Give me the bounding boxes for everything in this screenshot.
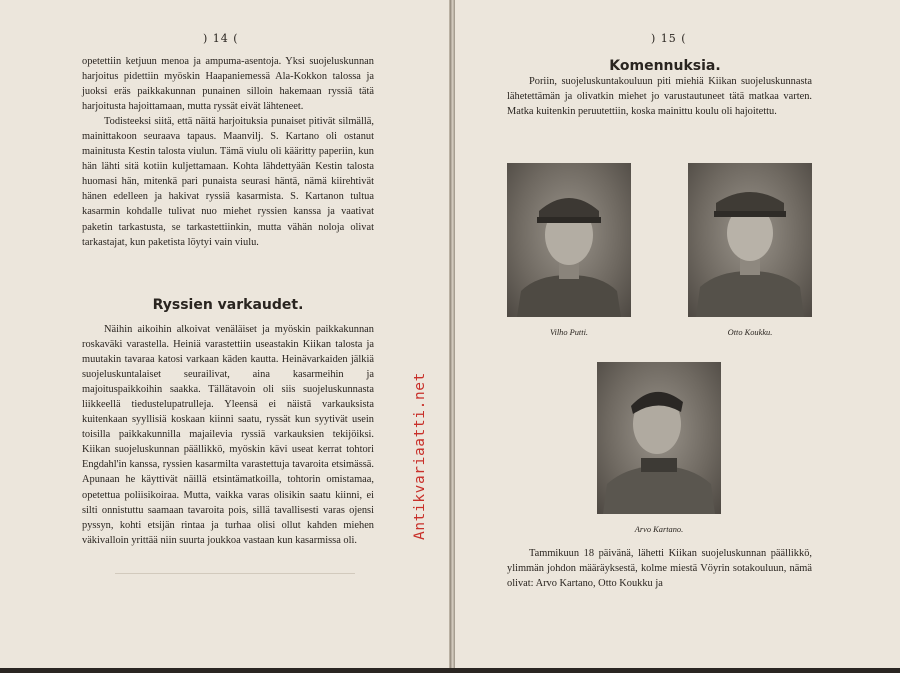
left-paragraph-3: Näihin aikoihin alkoivat venäläiset ja myöskin paikkakunnan roskaväki varastella. Heiniä varastettiin useastakin Kiikan talosta ja muutakin tavaraa katosi varkaan käden kautta. Heinävarkaiden jälkiä suojeluskuntalaiset seurailivat, aina kasarmeihin ja majoituspaikkoihin saakka. Tällätavoin oli siis suojeluskunnasta liikkeellä tiedustelupatrulleja. Yleensä ei näistä varkauksista kuitenkaan syyllisiä koskaan kiinni saatu, ryssät kun syytivät usein toisilla paikkakunnilla majailevia ryssiä varkauksien tekijöiksi. Kiikan suojeluskunnan päällikkö, myöskin kävi useat kerrat tohtori Engdahl'in kanssa, ryssien kasarmilta varastettuja tavaroita etsimässä. Apunaan he käyttivät näillä etsintämatkoilla, tohtorin omistamaa, opetettua poliisikoiraa. Mutta, vaikka varas olisikin saatu kiinni, ei silti onnistuttu saamaan tavaroita pois, sillä tavallisesti varas ojensi pyssyn, kohti etsijän rintaa ja turhaa olisi ollut kahden miehen väkivalloin yrittää niin suurta joukkoa vastaan kun kasarmissa oli.: [82, 324, 374, 546]
portrait-otto-koukku: [688, 163, 812, 317]
right-text-bottom: [507, 546, 812, 591]
right-paragraph-1: Poriin, suojeluskuntakouluun piti miehiä Kiikan suojeluskunnasta lähetettämän ja olivatkin miehet jo varustautuneet tätä matkaa varten. Matka kuitenkin peruutettiin, koska mainittu koulu oli hajoitettu.: [507, 76, 812, 118]
portrait-figure-icon: [507, 163, 631, 317]
right-page: [455, 0, 900, 668]
section-heading-komennuksia: Komennuksia.: [609, 58, 721, 74]
right-paragraph-2: Tammikuun 18 päivänä, lähetti Kiikan suojeluskunnan päällikkö, ylimmän johdon määräyksestä, kolme miestä Vöyrin sotakouluun, nämä olivat: Arvo Kartano, Otto Koukku ja: [507, 548, 812, 590]
portrait-figure-icon: [597, 362, 721, 514]
left-paragraph-1: opetettiin ketjuun menoa ja ampuma-asentoja. Yksi suojeluskunnan harjoitus pidettiin myöskin Haapaniemessä Ala-Kokkon talossa ja juoksi eräs paikkakunnan punainen silloin hakemaan ryssiä tätä harjoitusta hajoittamaan, mutta ryssät eivät lähteneet.: [82, 56, 374, 113]
left-paragraph-2: Todisteeksi siitä, että näitä harjoituksia punaiset pitivät silmällä, mainittakoon seuraava tapaus. Maanvilj. S. Kartano oli ostanut mainitusta Kestin talosta viulun. Tämä viulu oli kääritty paperiin, kun hän lähti sitä kotiin kuljettamaan. Kohta lähdettyään Kestin talosta huomasi hän, mitenkä pari punaista seurasi häntä, nämä kiirehtivät hänen edelleen ja hakivat ryssiä kasarmista. S. Kartanon tultua kasarmin kohdalle tulivat nuo miehet ryssien kanssa ja vaativat paketin tarkastusta, se tarkastettiinkin, mutta vähän noloja olivat tarkastajat, kun paketista löytyi vain viulu.: [82, 116, 374, 248]
section-heading-ryssien-varkaudet: Ryssien varkaudet.: [152, 297, 304, 313]
portrait-figure-icon: [688, 163, 812, 317]
watermark-text: Antikvariaatti.net: [412, 372, 428, 540]
caption-arvo-kartano: Arvo Kartano.: [634, 525, 684, 534]
page-number-15: ) 15 (: [651, 32, 687, 45]
caption-vilho-putti: Vilho Putti.: [550, 328, 588, 337]
left-text-bottom: [82, 322, 374, 548]
portrait-vilho-putti: [507, 163, 631, 317]
right-text-top: [507, 74, 812, 119]
page-divider: [115, 573, 355, 574]
portrait-arvo-kartano: [597, 362, 721, 514]
left-page: [0, 0, 450, 668]
page-number-14: ) 14 (: [203, 32, 239, 45]
left-text-top: [82, 54, 374, 250]
caption-otto-koukku: Otto Koukku.: [727, 328, 773, 337]
